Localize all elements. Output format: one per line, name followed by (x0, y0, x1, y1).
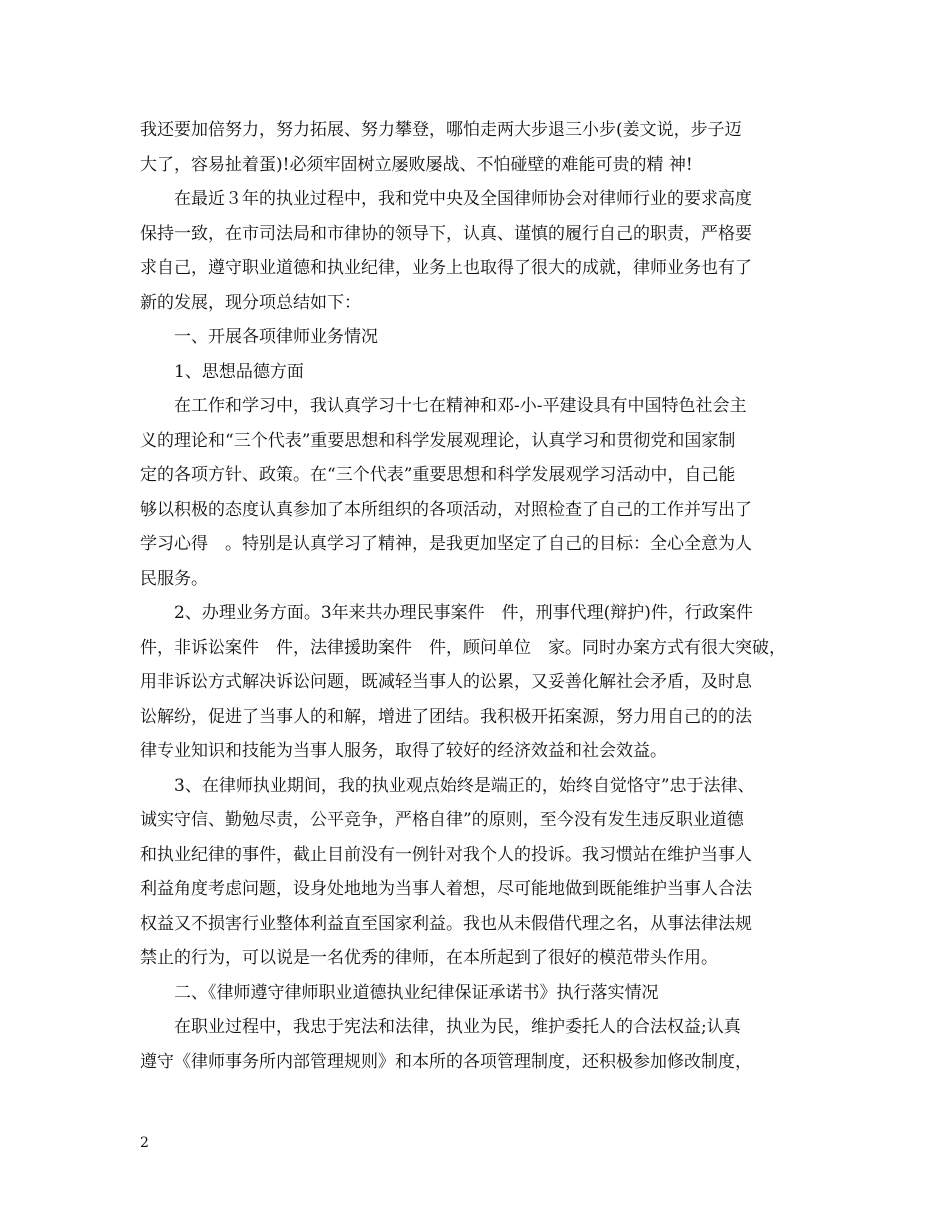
text-line: 我还要加倍努力，努力拓展、努力攀登，哪怕走两大步退三小步(姜文说，步子迈 (140, 120, 742, 140)
text-line: 利益角度考虑问题，设身处地地为当事人着想，尽可能地做到既能维护当事人合法 (140, 879, 752, 899)
text-line: 学习心得 。特别是认真学习了精神，是我更加坚定了自己的目标：全心全意为人 (140, 534, 752, 554)
text-line: 件，非诉讼案件 件，法律援助案件 件，顾问单位 家。同时办案方式有很大突破， (140, 637, 786, 658)
paragraph-start-line: 在工作和学习中，我认真学习十七在精神和邓-小-平建设具有中国特色社会主 (174, 396, 747, 416)
subsection-heading: 1、思想品德方面 (174, 361, 304, 382)
paragraph-start-line: 2、办理业务方面。3年来共办理民事案件 件，刑事代理(辩护)件，行政案件 (174, 603, 753, 623)
text-line: 保持一致，在市司法局和市律协的领导下，认真、谨慎的履行自己的职责，严格要 (140, 223, 752, 244)
text-line: 民服务。 (140, 568, 208, 589)
text-line: 遵守《律师事务所内部管理规则》和本所的各项管理制度，还积极参加修改制度， (140, 1051, 752, 1072)
text-line: 权益又不损害行业整体利益直至国家利益。我也从未假借代理之名，从事法律法规 (140, 913, 752, 934)
text-line: 和执业纪律的事件，截止目前没有一例针对我个人的投诉。我习惯站在维护当事人 (140, 844, 752, 865)
text-line: 律专业知识和技能为当事人服务，取得了较好的经济效益和社会效益。 (140, 741, 667, 761)
text-line: 讼解纷，促进了当事人的和解，增进了团结。我积极开拓案源，努力用自己的的法 (140, 706, 752, 727)
section-heading: 二、《律师遵守律师职业道德执业纪律保证承诺书》执行落实情况 (174, 982, 659, 1003)
section-heading: 一、开展各项律师业务情况 (174, 327, 378, 347)
text-line: 求自己，遵守职业道德和执业纪律，业务上也取得了很大的成就，律师业务也有了 (140, 258, 752, 278)
text-line: 新的发展，现分项总结如下： (140, 292, 361, 313)
paragraph-start-line: 在职业过程中，我忠于宪法和法律，执业为民，维护委托人的合法权益;认真 (174, 1017, 741, 1037)
text-line: 定的各项方针、政策。在“三个代表”重要思想和科学发展观学习活动中，自己能 (140, 465, 736, 485)
text-line: 用非诉讼方式解决诉讼问题，既减轻当事人的讼累，又妥善化解社会矛盾，及时息 (140, 672, 752, 692)
text-line: 义的理论和“三个代表”重要思想和科学发展观理论，认真学习和贯彻党和国家制 (140, 430, 736, 451)
paragraph-start-line: 在最近３年的执业过程中，我和党中央及全国律师协会对律师行业的要求高度 (174, 189, 752, 209)
text-line: 够以积极的态度认真参加了本所组织的各项活动，对照检查了自己的工作并写出了 (140, 499, 752, 520)
page-number: 2 (140, 1135, 149, 1151)
text-line: 大了，容易扯着蛋)!必须牢固树立屡败屡战、不怕碰壁的难能可贵的精 神! (140, 154, 693, 175)
document-body (140, 113, 815, 1079)
text-line: 禁止的行为，可以说是一名优秀的律师，在本所起到了很好的模范带头作用。 (140, 948, 718, 968)
paragraph-start-line: 3、在律师执业期间，我的执业观点始终是端正的，始终自觉恪守”忠于法律、 (174, 775, 755, 796)
text-line: 诚实守信、勤勉尽责，公平竞争，严格自律”的原则，至今没有发生违反职业道德 (140, 810, 744, 830)
